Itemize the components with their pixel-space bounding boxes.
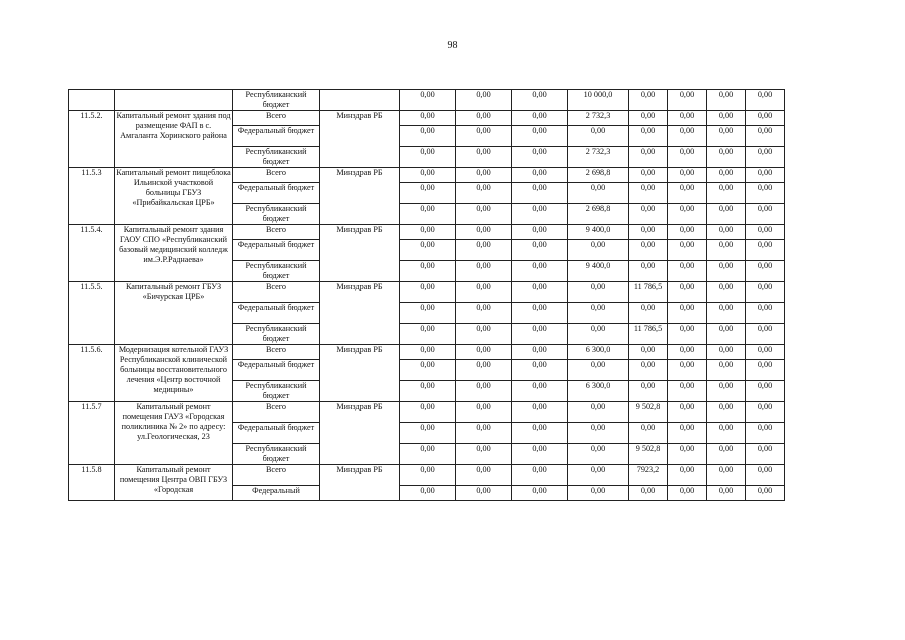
page-number: 98 (447, 40, 458, 51)
amount-cell: 0,00 (568, 240, 629, 261)
amount-cell: 0,00 (707, 90, 746, 111)
item-name: Капитальный ремонт помещения ГАУЗ «Городская поликлиника № 2» по адресу: ул.Геологическая, 23 (115, 402, 233, 465)
item-code: 11.5.2. (69, 111, 115, 168)
responsible-executor: Минздрав РБ (320, 465, 400, 501)
amount-cell: 0,00 (629, 126, 668, 147)
amount-cell: 0,00 (456, 345, 512, 360)
amount-cell: 0,00 (746, 261, 785, 282)
amount-cell: 0,00 (512, 423, 568, 444)
item-code: 11.5.8 (69, 465, 115, 501)
amount-cell: 0,00 (400, 303, 456, 324)
amount-cell: 9 502,8 (629, 402, 668, 423)
amount-cell: 0,00 (400, 126, 456, 147)
amount-cell: 0,00 (400, 168, 456, 183)
amount-cell: 0,00 (746, 183, 785, 204)
amount-cell: 0,00 (400, 261, 456, 282)
amount-cell: 0,00 (456, 402, 512, 423)
amount-cell: 0,00 (629, 303, 668, 324)
amount-cell: 0,00 (512, 126, 568, 147)
item-name: Капитальный ремонт здания под размещение ФАП в с. Амгаланта Хоринского района (115, 111, 233, 168)
amount-cell: 0,00 (668, 360, 707, 381)
item-name (115, 90, 233, 111)
amount-cell: 0,00 (400, 423, 456, 444)
amount-cell: 0,00 (746, 147, 785, 168)
amount-cell: 0,00 (746, 168, 785, 183)
amount-cell: 0,00 (746, 225, 785, 240)
amount-cell: 0,00 (668, 183, 707, 204)
amount-cell: 0,00 (400, 360, 456, 381)
responsible-executor: Минздрав РБ (320, 111, 400, 168)
funding-source: Республиканский бюджет (233, 444, 320, 465)
amount-cell: 0,00 (568, 324, 629, 345)
amount-cell: 0,00 (629, 168, 668, 183)
amount-cell: 9 400,0 (568, 261, 629, 282)
funding-source: Республиканский бюджет (233, 204, 320, 225)
amount-cell: 0,00 (707, 111, 746, 126)
amount-cell: 2 698,8 (568, 168, 629, 183)
amount-cell: 0,00 (568, 444, 629, 465)
amount-cell: 0,00 (746, 90, 785, 111)
funding-source: Всего (233, 225, 320, 240)
amount-cell: 0,00 (400, 204, 456, 225)
amount-cell: 0,00 (400, 282, 456, 303)
amount-cell: 0,00 (456, 423, 512, 444)
amount-cell: 0,00 (746, 486, 785, 501)
amount-cell: 0,00 (746, 204, 785, 225)
amount-cell: 0,00 (629, 225, 668, 240)
amount-cell: 0,00 (568, 282, 629, 303)
amount-cell: 0,00 (400, 486, 456, 501)
amount-cell: 0,00 (400, 402, 456, 423)
amount-cell: 0,00 (400, 345, 456, 360)
amount-cell: 0,00 (629, 261, 668, 282)
amount-cell: 0,00 (668, 126, 707, 147)
amount-cell: 0,00 (668, 486, 707, 501)
table-row (69, 111, 785, 126)
amount-cell: 2 732,3 (568, 147, 629, 168)
amount-cell: 0,00 (400, 240, 456, 261)
amount-cell: 0,00 (707, 282, 746, 303)
amount-cell: 0,00 (456, 282, 512, 303)
amount-cell: 0,00 (512, 465, 568, 486)
amount-cell: 0,00 (456, 381, 512, 402)
item-code: 11.5.3 (69, 168, 115, 225)
budget-table (68, 89, 785, 501)
amount-cell: 0,00 (456, 324, 512, 345)
table-row (69, 465, 785, 486)
amount-cell: 0,00 (707, 261, 746, 282)
amount-cell: 0,00 (707, 345, 746, 360)
amount-cell: 0,00 (456, 225, 512, 240)
amount-cell: 0,00 (746, 303, 785, 324)
amount-cell: 0,00 (629, 486, 668, 501)
amount-cell: 0,00 (400, 183, 456, 204)
table-row (69, 282, 785, 303)
item-name: Капитальный ремонт помещения Центра ОВП ГБУЗ «Городская (115, 465, 233, 501)
amount-cell: 0,00 (456, 111, 512, 126)
amount-cell: 0,00 (707, 324, 746, 345)
amount-cell: 0,00 (512, 444, 568, 465)
amount-cell: 0,00 (746, 126, 785, 147)
amount-cell: 0,00 (668, 381, 707, 402)
funding-source: Федеральный бюджет (233, 126, 320, 147)
funding-source: Всего (233, 111, 320, 126)
funding-source: Всего (233, 402, 320, 423)
amount-cell: 0,00 (746, 402, 785, 423)
amount-cell: 0,00 (512, 183, 568, 204)
amount-cell: 0,00 (512, 303, 568, 324)
amount-cell: 0,00 (568, 402, 629, 423)
amount-cell: 0,00 (707, 465, 746, 486)
amount-cell: 0,00 (456, 126, 512, 147)
table-row (69, 90, 785, 111)
amount-cell: 0,00 (456, 486, 512, 501)
amount-cell: 0,00 (746, 360, 785, 381)
amount-cell: 0,00 (629, 90, 668, 111)
amount-cell: 0,00 (707, 126, 746, 147)
amount-cell: 2 732,3 (568, 111, 629, 126)
amount-cell: 0,00 (668, 303, 707, 324)
funding-source: Федеральный бюджет (233, 303, 320, 324)
table-row (69, 345, 785, 360)
responsible-executor: Минздрав РБ (320, 345, 400, 402)
amount-cell: 0,00 (629, 423, 668, 444)
funding-source: Республиканский бюджет (233, 261, 320, 282)
amount-cell: 0,00 (668, 345, 707, 360)
amount-cell: 0,00 (400, 381, 456, 402)
funding-source: Федеральный бюджет (233, 360, 320, 381)
amount-cell: 0,00 (456, 147, 512, 168)
amount-cell: 11 786,5 (629, 324, 668, 345)
amount-cell: 11 786,5 (629, 282, 668, 303)
item-code: 11.5.6. (69, 345, 115, 402)
amount-cell: 0,00 (512, 240, 568, 261)
amount-cell: 0,00 (707, 486, 746, 501)
item-name: Капитальный ремонт пищеблока Ильинской участковой больницы ГБУЗ «Прибайкальская ЦРБ» (115, 168, 233, 225)
amount-cell: 0,00 (707, 240, 746, 261)
amount-cell: 0,00 (512, 282, 568, 303)
amount-cell: 0,00 (456, 168, 512, 183)
amount-cell: 0,00 (668, 147, 707, 168)
amount-cell: 0,00 (512, 486, 568, 501)
amount-cell: 0,00 (400, 324, 456, 345)
amount-cell: 0,00 (707, 360, 746, 381)
amount-cell: 0,00 (512, 345, 568, 360)
funding-source: Федеральный бюджет (233, 183, 320, 204)
item-code: 11.5.5. (69, 282, 115, 345)
amount-cell: 0,00 (668, 168, 707, 183)
amount-cell: 0,00 (568, 183, 629, 204)
amount-cell: 0,00 (400, 147, 456, 168)
amount-cell: 2 698,8 (568, 204, 629, 225)
amount-cell: 0,00 (746, 324, 785, 345)
amount-cell: 0,00 (456, 90, 512, 111)
funding-source: Федеральный бюджет (233, 240, 320, 261)
amount-cell: 0,00 (456, 183, 512, 204)
amount-cell: 0,00 (746, 240, 785, 261)
amount-cell: 0,00 (629, 111, 668, 126)
amount-cell: 0,00 (512, 360, 568, 381)
funding-source: Республиканский бюджет (233, 90, 320, 111)
amount-cell: 0,00 (668, 402, 707, 423)
funding-source: Всего (233, 282, 320, 303)
amount-cell: 0,00 (707, 303, 746, 324)
amount-cell: 0,00 (629, 360, 668, 381)
amount-cell: 0,00 (568, 465, 629, 486)
amount-cell: 0,00 (512, 90, 568, 111)
amount-cell: 0,00 (456, 261, 512, 282)
amount-cell: 0,00 (746, 381, 785, 402)
amount-cell: 6 300,0 (568, 381, 629, 402)
responsible-executor: Минздрав РБ (320, 402, 400, 465)
funding-source: Всего (233, 168, 320, 183)
amount-cell: 0,00 (512, 147, 568, 168)
amount-cell: 0,00 (668, 261, 707, 282)
amount-cell: 0,00 (512, 261, 568, 282)
item-code: 11.5.7 (69, 402, 115, 465)
amount-cell: 0,00 (707, 225, 746, 240)
item-name: Модернизация котельной ГАУЗ Республиканской клинической больницы восстановительного лечения «Центр восточной медицины» (115, 345, 233, 402)
amount-cell: 0,00 (512, 402, 568, 423)
amount-cell: 0,00 (400, 90, 456, 111)
item-name: Капитальный ремонт ГБУЗ «Бичурская ЦРБ» (115, 282, 233, 345)
amount-cell: 0,00 (629, 183, 668, 204)
table-row (69, 168, 785, 183)
amount-cell: 0,00 (400, 225, 456, 240)
amount-cell: 9 502,8 (629, 444, 668, 465)
amount-cell: 0,00 (707, 204, 746, 225)
amount-cell: 0,00 (746, 465, 785, 486)
amount-cell: 0,00 (668, 465, 707, 486)
amount-cell: 0,00 (400, 465, 456, 486)
amount-cell: 0,00 (456, 204, 512, 225)
amount-cell: 0,00 (512, 381, 568, 402)
funding-source: Всего (233, 345, 320, 360)
amount-cell: 0,00 (512, 168, 568, 183)
funding-source: Всего (233, 465, 320, 486)
table-row (69, 402, 785, 423)
amount-cell: 0,00 (746, 423, 785, 444)
funding-source: Федеральный бюджет (233, 423, 320, 444)
amount-cell: 0,00 (707, 423, 746, 444)
responsible-executor: Минздрав РБ (320, 168, 400, 225)
amount-cell: 0,00 (456, 444, 512, 465)
amount-cell: 0,00 (707, 168, 746, 183)
amount-cell: 0,00 (456, 465, 512, 486)
amount-cell: 0,00 (512, 111, 568, 126)
amount-cell: 0,00 (746, 345, 785, 360)
amount-cell: 0,00 (629, 345, 668, 360)
amount-cell: 0,00 (707, 444, 746, 465)
amount-cell: 0,00 (568, 486, 629, 501)
amount-cell: 0,00 (512, 225, 568, 240)
table-row (69, 225, 785, 240)
amount-cell: 0,00 (629, 240, 668, 261)
amount-cell: 0,00 (746, 111, 785, 126)
amount-cell: 0,00 (512, 324, 568, 345)
responsible-executor (320, 90, 400, 111)
amount-cell: 0,00 (568, 303, 629, 324)
funding-source: Федеральный (233, 486, 320, 501)
amount-cell: 0,00 (456, 303, 512, 324)
amount-cell: 0,00 (707, 183, 746, 204)
amount-cell: 0,00 (746, 444, 785, 465)
amount-cell: 6 300,0 (568, 345, 629, 360)
funding-source: Республиканский бюджет (233, 147, 320, 168)
amount-cell: 0,00 (668, 324, 707, 345)
table-body (69, 90, 785, 501)
amount-cell: 0,00 (568, 360, 629, 381)
funding-source: Республиканский бюджет (233, 381, 320, 402)
amount-cell: 0,00 (668, 204, 707, 225)
amount-cell: 0,00 (512, 204, 568, 225)
amount-cell: 0,00 (456, 240, 512, 261)
amount-cell: 0,00 (400, 444, 456, 465)
amount-cell: 0,00 (629, 204, 668, 225)
item-name: Капитальный ремонт здания ГАОУ СПО «Республиканский базовый медицинский колледж им.Э.Р.Раднаева» (115, 225, 233, 282)
amount-cell: 0,00 (668, 282, 707, 303)
amount-cell: 0,00 (668, 240, 707, 261)
item-code (69, 90, 115, 111)
amount-cell: 0,00 (668, 225, 707, 240)
responsible-executor: Минздрав РБ (320, 225, 400, 282)
amount-cell: 0,00 (668, 90, 707, 111)
amount-cell: 0,00 (568, 126, 629, 147)
amount-cell: 0,00 (629, 147, 668, 168)
amount-cell: 0,00 (568, 423, 629, 444)
amount-cell: 0,00 (629, 381, 668, 402)
amount-cell: 9 400,0 (568, 225, 629, 240)
funding-source: Республиканский бюджет (233, 324, 320, 345)
item-code: 11.5.4. (69, 225, 115, 282)
amount-cell: 0,00 (746, 282, 785, 303)
amount-cell: 10 000,0 (568, 90, 629, 111)
amount-cell: 0,00 (668, 111, 707, 126)
responsible-executor: Минздрав РБ (320, 282, 400, 345)
amount-cell: 0,00 (400, 111, 456, 126)
amount-cell: 0,00 (707, 381, 746, 402)
amount-cell: 0,00 (456, 360, 512, 381)
amount-cell: 0,00 (707, 402, 746, 423)
amount-cell: 7923,2 (629, 465, 668, 486)
amount-cell: 0,00 (668, 444, 707, 465)
amount-cell: 0,00 (707, 147, 746, 168)
amount-cell: 0,00 (668, 423, 707, 444)
